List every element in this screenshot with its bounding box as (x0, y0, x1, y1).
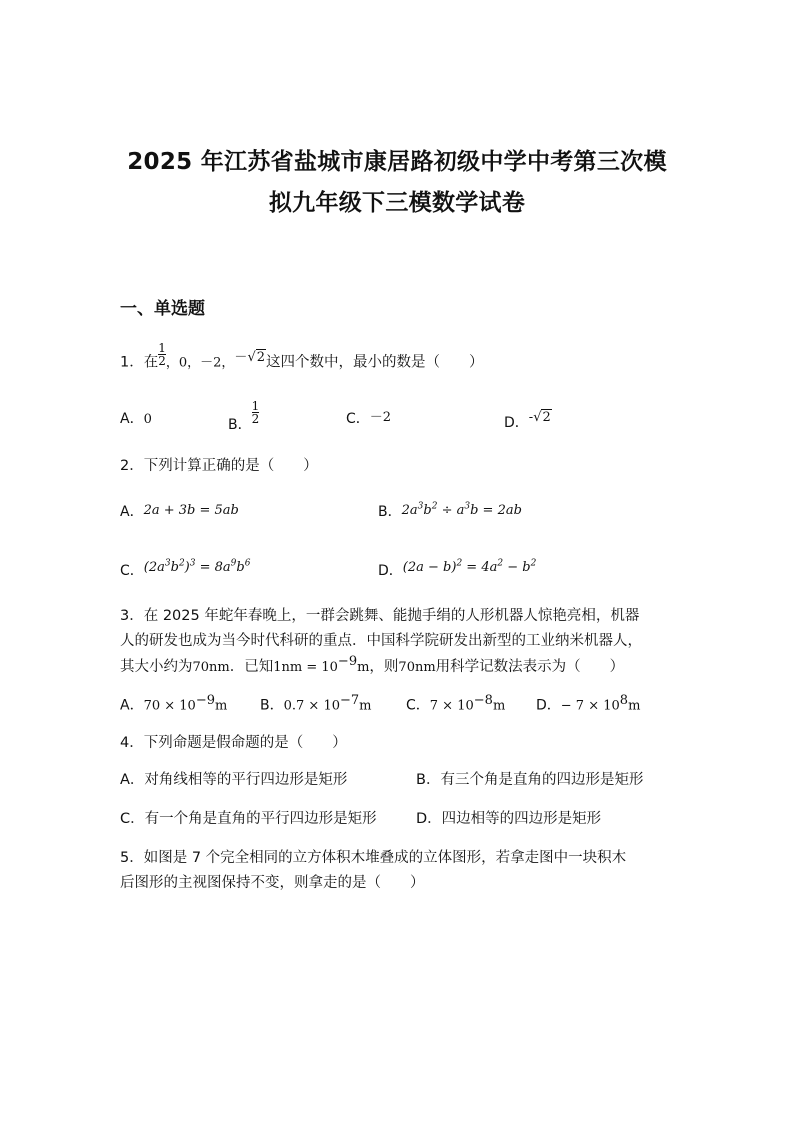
q1-option-b[interactable]: B．$\frac{1}{2}$ (228, 399, 260, 433)
question-3-line2: 人的研发也成为当今时代科研的重点．中国科学院研发出新型的工业纳米机器人， (120, 633, 642, 649)
question-4-stem: 4．下列命题是假命题的是（ ） (120, 735, 347, 751)
q1-values: ，0，－2， (165, 355, 235, 371)
q2-option-b[interactable]: B．$2a^3b^2 \div a^3b = 2ab$ (378, 501, 522, 520)
q4-option-a[interactable]: A．对角线相等的平行四边形是矩形 (120, 772, 348, 788)
section-heading: 一、单选题 (120, 299, 205, 319)
q4-option-d[interactable]: D．四边相等的四边形是矩形 (416, 811, 602, 827)
q1-neg-sqrt2: －√2 (234, 349, 266, 365)
question-5-line1: 5．如图是 7 个完全相同的立方体积木堆叠成的立体图形，若拿走图中一块积木 (120, 850, 627, 866)
q3-option-a[interactable]: A．$70 \times 10^{-9}m$ (120, 693, 228, 714)
q1-number: 1．在 (120, 354, 159, 371)
q2-option-d[interactable]: D．$(2a - b)^2 = 4a^2 - b^2$ (378, 558, 537, 579)
question-2-stem: 2．下列计算正确的是（ ） (120, 458, 318, 474)
q3-option-c[interactable]: C．$7 \times 10^{-8}m$ (406, 693, 506, 714)
question-5-line2: 后图形的主视图保持不变，则拿走的是（ ） (120, 875, 425, 891)
q2-option-a[interactable]: A．2a + 3b = 5ab (120, 503, 239, 520)
q1-fraction-half: $\frac{1}{2}$ (158, 341, 166, 368)
exam-title-line1: 2025 年江苏省盐城市康居路初级中学中考第三次模 (127, 149, 667, 175)
q4-option-c[interactable]: C．有一个角是直角的平行四边形是矩形 (120, 811, 377, 827)
exam-title-line2: 拟九年级下三模数学试卷 (268, 190, 526, 216)
question-1-stem (120, 341, 484, 375)
q2-option-c[interactable]: C．$(2a^3b^2)^3 = 8a^9b^6$ (120, 558, 251, 579)
q4-option-b[interactable]: B．有三个角是直角的四边形是矩形 (416, 772, 644, 788)
question-3-line1: 3．在 2025 年蛇年春晚上，一群会跳舞、能抛手绢的人形机器人惊艳亮相，机器 (120, 608, 640, 624)
q1-option-a[interactable]: A．0 (120, 411, 152, 427)
question-3-line3: 其大小约为70nm．已知$1nm = 10^{-9}m$，则70nm用科学记数法表示为（ ） (120, 654, 625, 675)
q1-tail: 这四个数中，最小的数是（ ） (266, 354, 484, 371)
q3-option-d[interactable]: D．− $7 \times 10^8m$ (536, 693, 641, 714)
q3-option-b[interactable]: B．$0.7 \times 10^{-7}m$ (260, 693, 372, 714)
q1-option-d[interactable]: D．-√2 (504, 410, 551, 431)
q1-option-c[interactable]: C．－2 (346, 410, 392, 427)
